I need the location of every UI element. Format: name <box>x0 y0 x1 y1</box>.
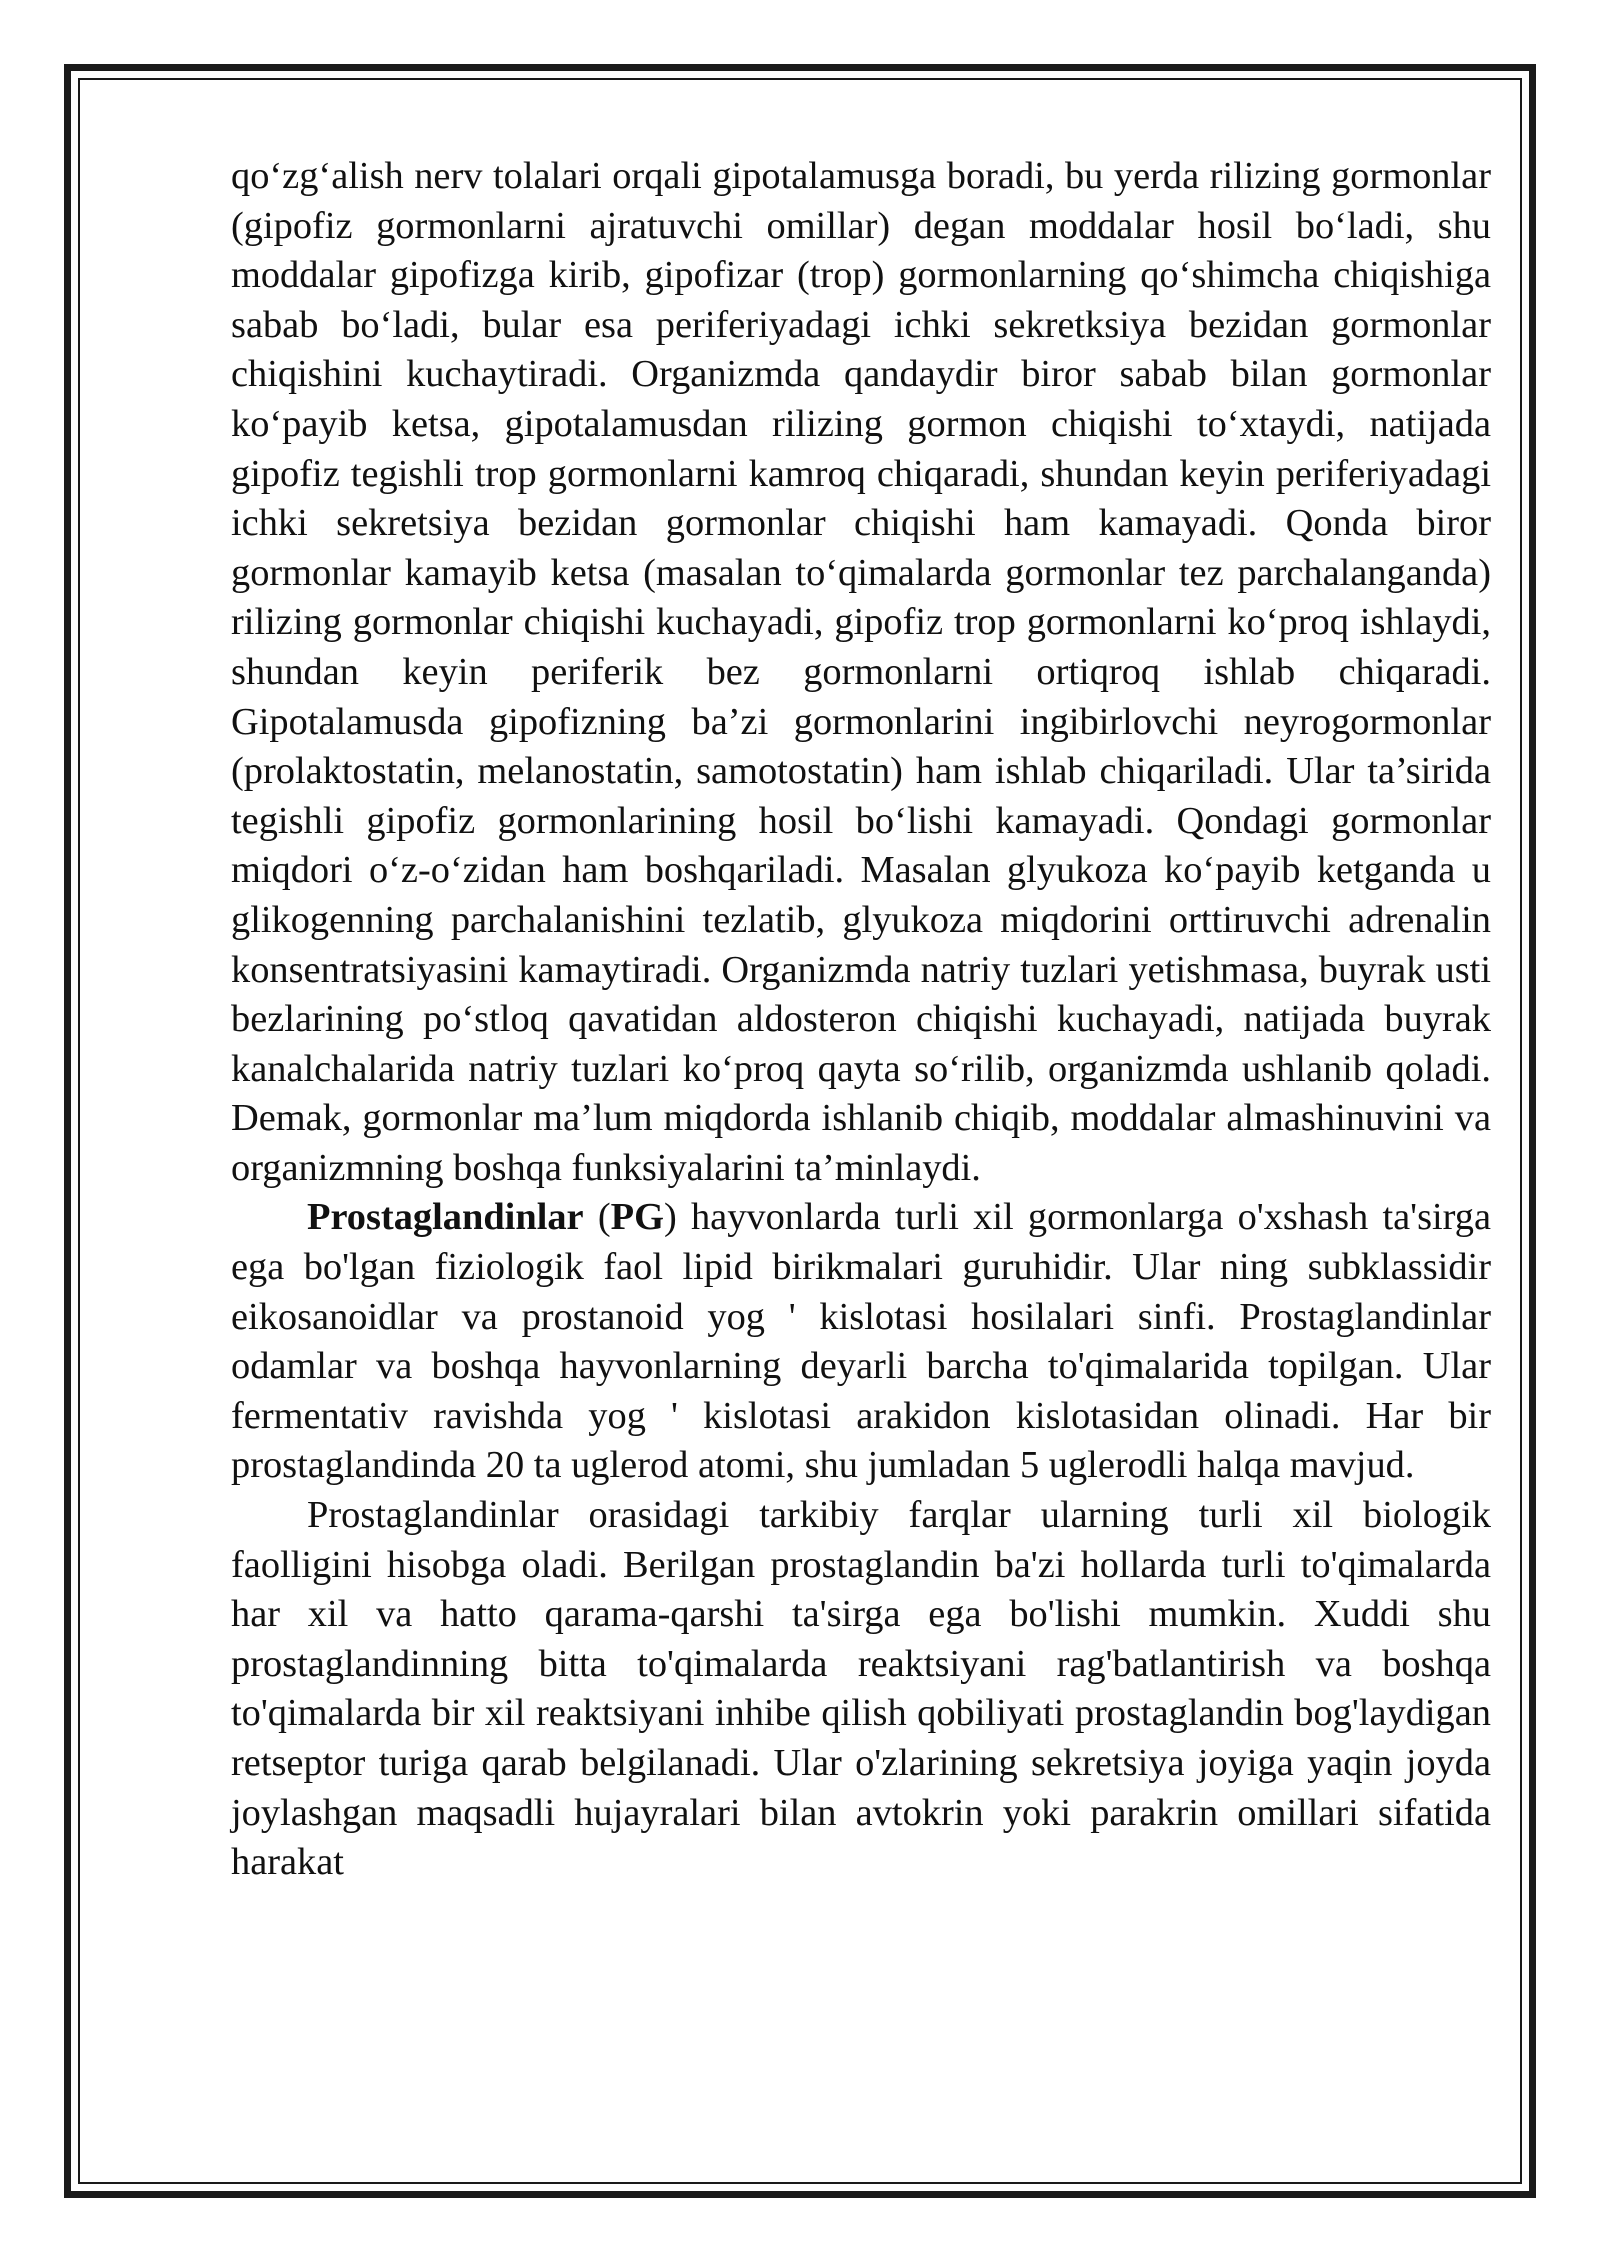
document-body <box>231 152 1491 1888</box>
paragraph-hormone-regulation: qo‘zg‘alish nerv tolalari orqali gipotalamusga boradi, bu yerda rilizing gormonlar (gipofiz gormonlarni ajratuvchi omillar) degan moddalar hosil bo‘ladi, shu moddalar gipofizga kirib, gipofizar (trop) gormonlarning qo‘shimcha chiqishiga sabab bo‘ladi, bular esa periferiyadagi ichki sekretksiya bezidan gormonlar chiqishini kuchaytiradi. Organizmda qandaydir biror sabab bilan gormonlar ko‘payib ketsa, gipotalamusdan rilizing gormon chiqishi to‘xtaydi, natijada gipofiz tegishli trop gormonlarni kamroq chiqaradi, shundan keyin periferiyadagi ichki sekretsiya bezidan gormonlar chiqishi ham kamayadi. Qonda biror gormonlar kamayib ketsa (masalan to‘qimalarda gormonlar tez parchalanganda) rilizing gormonlar chiqishi kuchayadi, gipofiz trop gormonlarni ko‘proq ishlaydi, shundan keyin periferik bez gormonlarni ortiqroq ishlab chiqaradi. Gipotalamusda gipofizning ba’zi gormonlarini ingibirlovchi neyrogormonlar (prolaktostatin, melanostatin, samotostatin) ham ishlab chiqariladi. Ular ta’sirida tegishli gipofiz gormonlarining hosil bo‘lishi kamayadi. Qondagi gormonlar miqdori o‘z-o‘zidan ham boshqariladi. Masalan glyukoza ko‘payib ketganda u glikogenning parchalanishini tezlatib, glyukoza miqdorini orttiruvchi adrenalin konsentratsiyasini kamaytiradi. Organizmda natriy tuzlari yetishmasa, buyrak usti bezlarining po‘stloq qavatidan aldosteron chiqishi kuchayadi, natijada buyrak kanalchalarida natriy tuzlari ko‘proq qayta so‘rilib, organizmda ushlanib qoladi. Demak, gormonlar ma’lum miqdorda ishlanib chiqib, moddalar almashinuvini va organizmning boshqa funksiyalarini ta’minlaydi. <box>231 155 1491 1189</box>
paragraph-prostaglandins-intro-text: ) hayvonlarda turli xil gormonlarga o'xshash ta'sirga ega bo'lgan fiziologik faol lipid birikmalari guruhidir. Ular ning subklassidir eikosanoidlar va prostanoid yog ' kislotasi hosilalari sinfi. Prostaglandinlar odamlar va boshqa hayvonlarning deyarli barcha to'qimalarida topilgan. Ular fermentativ ravishda yog ' kislotasi arakidon kislotasidan olinadi. Har bir prostaglandinda 20 ta uglerod atomi, shu jumladan 5 uglerodli halqa mavjud. <box>231 1196 1492 1487</box>
paragraph-prostaglandins-structure: Prostaglandinlar orasidagi tarkibiy farqlar ularning turli xil biologik faolligini hisobga oladi. Berilgan prostaglandin ba'zi hollarda turli to'qimalarda har xil va hatto qarama-qarshi ta'sirga ega bo'lishi mumkin. Xuddi shu prostaglandinning bitta to'qimalarda reaktsiyani rag'batlantirish va boshqa to'qimalarda bir xil reaktsiyani inhibe qilish qobiliyati prostaglandin bog'laydigan retseptor turiga qarab belgilanadi. Ular o'zlarining sekretsiya joyiga yaqin joyda joylashgan maqsadli hujayralari bilan avtokrin yoki parakrin omillari sifatida harakat <box>231 1494 1491 1884</box>
open-paren: ( <box>583 1196 611 1239</box>
paragraph-prostaglandins-intro <box>231 1193 1491 1491</box>
term-prostaglandinlar: Prostaglandinlar <box>307 1196 584 1239</box>
term-pg: PG <box>610 1196 664 1239</box>
